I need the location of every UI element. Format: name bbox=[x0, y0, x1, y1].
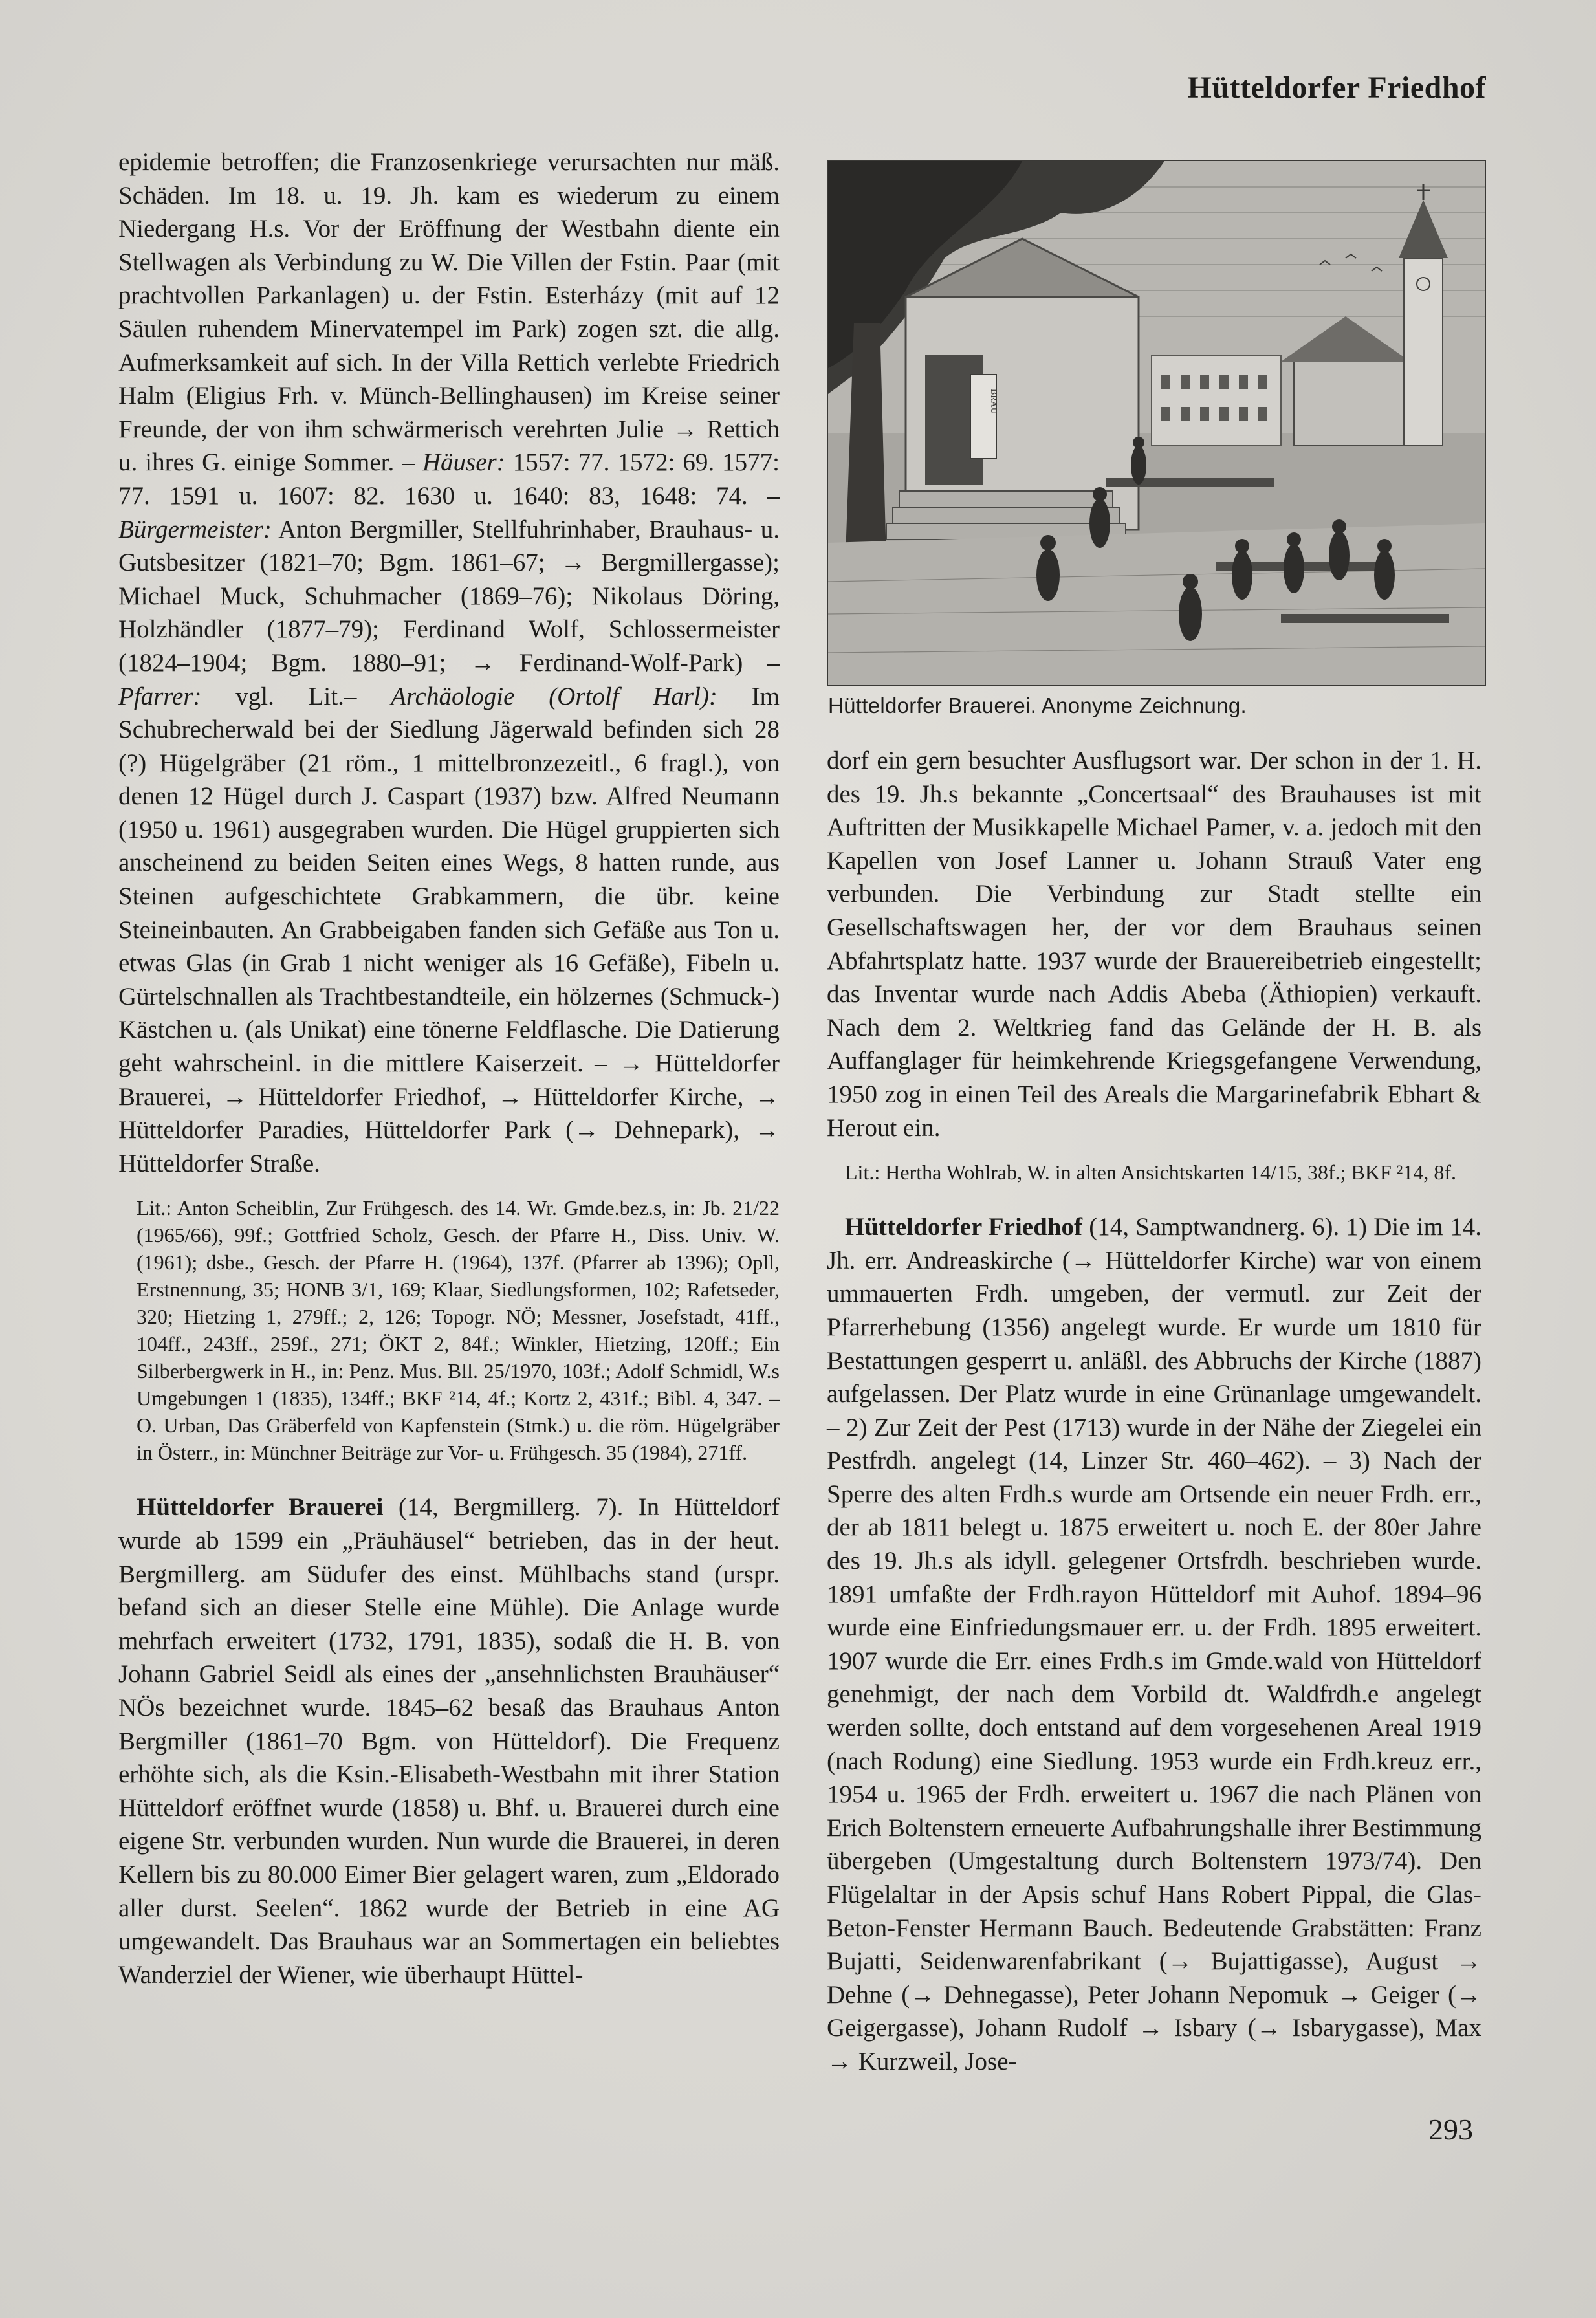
history-text: epidemie betroffen; die Franzosenkriege verursachten nur mäß. Schäden. Im 18. u. 19. Jh. kam es wiederum zu einem Niedergang H.s. Vor der Eröffnung der Westbahn diente ein Stellwagen als Verbindung zu W. Die Villen der Fstin. Paar (mit prachtvollen Parkanlagen) u. der Fstin. Esterházy (mit auf 12 Säulen ruhendem Minervatempel im Park) zogen szt. die allg. Aufmerksamkeit auf sich. In der Villa Rettich verlebte Friedrich Halm (Eligius Frh. v. Münch-Bellinghausen) im Kreise seiner Freunde, der von ihm schwärmerisch verehrten Julie → Rettich u. ihres G. einige Sommer. – bbox=[118, 148, 780, 477]
entry-huetteldorfer-friedhof bbox=[827, 1210, 1481, 2078]
figure-caption: Hütteldorfer Brauerei. Anonyme Zeichnung. bbox=[828, 694, 1247, 717]
pfarrer-label: Pfarrer: bbox=[118, 682, 202, 710]
left-column bbox=[118, 146, 780, 1991]
entry-text: (14, Bergmillerg. 7). In Hütteldorf wurde ab 1599 ein „Präuhäusel“ betrieben, das in der heut. Bergmillerg. am Südufer des einst. Mühlbachs stand (urspr. befand sich an dieser Stelle eine Mühle). Die Anlage wurde mehrfach erweitert (1732, 1791, 1835), sodaß die H. B. von Johann Gabriel Seidl als eines der „ansehnlichsten Brauhäuser“ NÖs bezeichnet wurde. 1845–62 besaß das Brauhaus Anton Bergmiller (1861–70 Bgm. von Hütteldorf). Die Frequenz erhöhte sich, als die Ksin.-Elisabeth-Westbahn mit ihrer Station Hütteldorf eröffnet wurde (1858) u. Bhf. u. Brauerei durch eine eigene Str. verbunden wurden. Nun wurde die Brauerei, in deren Kellern bis zu 80.000 Eimer Bier gelagert waren, zum „Eldorado aller durst. Seelen“. 1862 wurde der Betrieb in eine AG umgewandelt. Das Brauhaus war an Sommertagen ein beliebtes Wanderziel der Wiener, wie überhaupt Hüttel- bbox=[118, 1493, 780, 1989]
running-head: Hütteldorfer Friedhof bbox=[1187, 71, 1486, 105]
haeuser-text: 1557: 77. 1572: 69. 1577: 77. 1591 u. 1607: 82. 1630 u. 1640: 83, 1648: 74. – bbox=[118, 448, 780, 510]
entry-title: Hütteldorfer Brauerei bbox=[137, 1493, 384, 1522]
literature-note: Lit.: Anton Scheiblin, Zur Frühgesch. des 14. Wr. Gmde.bez.s, in: Jb. 21/22 (1965/66), 99f.; Gottfried Scholz, Gesch. der Pfarre H., Diss. Univ. W. (1961); dsbe., Gesch. der Pfarre H. (1964), 137f. (Pfarrer ab 1396); Opll, Erstnennung, 35; HONB 3/1, 169; Klaar, Siedlungsformen, 102; Rafetseder, 320; Hietzing 1, 279ff.; 2, 126; Topogr. NÖ; Messner, Josefstadt, 41ff., 104ff., 243ff., 259f., 271; ÖKT 2, 84f.; Winkler, Hietzing, 120ff.; Ein Silberbergwerk in H., in: Penz. Mus. Bll. 25/1970, 103f.; Adolf Schmidl, W.s Umgebungen 1 (1835), 134ff.; BKF ²14, 4f.; Kortz 2, 431f.; Bibl. 4, 347. – O. Urban, Das Gräberfeld von Kapfenstein (Stmk.) u. die röm. Hügelgräber in Österr., in: Münchner Beiträge zur Vor- u. Frühgesch. 35 (1984), 271ff. bbox=[137, 1196, 780, 1465]
haeuser-label: Häuser: bbox=[422, 448, 505, 477]
brewery-illustration bbox=[827, 160, 1486, 686]
paragraph-huetteldorf-history bbox=[118, 146, 780, 1180]
buergermeister-text: Anton Bergmiller, Stellfuhrinhaber, Brauhaus- u. Gutsbesitzer (1821–70; Bgm. 1861–67; → Bergmillergasse); Michael Muck, Schuhmacher (1869–76); Nikolaus Döring, Holzhändler (1877–79); Ferdinand Wolf, Schlossermeister (1824–1904; Bgm. 1880–91; → Ferdinand-Wolf-Park) – bbox=[118, 515, 780, 677]
brewery-drawing bbox=[828, 161, 1485, 685]
entry-huetteldorfer-brauerei bbox=[118, 1491, 780, 1991]
right-column bbox=[827, 744, 1481, 2079]
pfarrer-text: vgl. Lit.– bbox=[201, 682, 391, 710]
brauerei-continued: dorf ein gern besuchter Ausflugsort war. Der schon in der 1. H. des 19. Jh.s bekannte „Concertsaal“ des Brauhauses ist mit Auftritten der Musikkapelle Michael Pamer, v. a. jedoch mit den Kapellen von Josef Lanner u. Johann Strauß Vater eng verbunden. Die Verbindung zur Stadt stellte ein Gesellschaftswagen her, der vor dem Brauhaus seinen Abfahrtsplatz hatte. 1937 wurde der Brauereibetrieb eingestellt; das Inventar wurde nach Addis Abeba (Äthiopien) verkauft. Nach dem 2. Weltkrieg fand das Gelände der H. B. als Auffanglager für heimkehrende Kriegsgefangene Verwendung, 1950 zog in einen Teil des Areals die Margarinefabrik Ebhart & Herout ein. bbox=[827, 747, 1481, 1142]
literature-note-brauerei: Lit.: Hertha Wohlrab, W. in alten Ansichtskarten 14/15, 38f.; BKF ²14, 8f. bbox=[845, 1161, 1456, 1185]
entry-title: Hütteldorfer Friedhof bbox=[845, 1213, 1082, 1241]
brewery-sign: BRAU bbox=[989, 389, 998, 414]
entry-text: (14, Samptwandnerg. 6). 1) Die im 14. Jh. err. Andreaskirche (→ Hütteldorfer Kirche) war von einem ummauerten Frdh. umgeben, der vermutl. zur Zeit der Pfarrerhebung (1356) angelegt wurde. Er wurde um 1810 für Bestattungen gesperrt u. anläßl. des Abbruchs der Kirche (1887) aufgelassen. Der Platz wurde in eine Grünanlage umgewandelt. – 2) Zur Zeit der Pest (1713) wurde in der Nähe der Ziegelei ein Pestfrdh. angelegt (14, Linzer Str. 460–462). – 3) Nach der Sperre des alten Frdh.s wurde am Ortsende ein neuer Frdh. err., der ab 1811 belegt u. 1875 erweitert u. noch E. der 80er Jahre des 19. Jh.s als idyll. gelegener Ortsfrdh. beschrieben wurde. 1891 umfaßte der Frdh.rayon Hütteldorf mit Auhof. 1894–96 wurde eine Einfriedungsmauer err. u. der Frdh. 1895 erweitert. 1907 wurde die Err. eines Frdh.s im Gmde.wald von Hütteldorf genehmigt, der nach dem Vorbild dt. Waldfrdh.e angelegt werden sollte, doch entstand auf dem vorgesehenen Areal 1919 (nach Rodung) eine Siedlung. 1953 wurde ein Frdh.kreuz err., 1954 u. 1965 der Frdh. erweitert u. 1967 die nach Plänen von Erich Boltenstern erneuerte Aufbahrungshalle ihrer Bestimmung übergeben (Umgestaltung durch Boltenstern 1973/74). Den Flügelaltar in der Apsis schuf Hans Robert Pippal, die Glas-Beton-Fenster Hermann Bauch. Bedeutende Grabstätten: Franz Bujatti, Seidenwarenfabrikant (→ Bujattigasse), August → Dehne (→ Dehnegasse), Peter Johann Nepomuk → Geiger (→ Geigergasse), Johann Rudolf → Isbary (→ Isbarygasse), Max → Kurzweil, Jose- bbox=[827, 1213, 1481, 2075]
archaeologie-text: Im Schubrecherwald bei der Siedlung Jägerwald befinden sich 28 (?) Hügelgräber (21 röm., 1 mittelbronzezeitl., 6 fragl.), von denen 12 Hügel durch J. Caspart (1937) bzw. Alfred Neumann (1950 u. 1961) ausgegraben wurden. Die Hügel gruppierten sich anscheinend zu beiden Seiten eines Wegs, 8 hatten runde, aus Steinen aufgeschichtete Grabkammern, die übr. keine Steineinbauten. An Grabbeigaben fanden sich Gefäße aus Ton u. etwas Glas (in Grab 1 nicht weniger als 16 Gefäße), Fibeln u. Gürtelschnallen als Trachtbestandteile, ein hölzernes (Schmuck-) Kästchen u. (als Unikat) eine tönerne Feldflasche. Die Datierung geht wahrscheinl. in die mittlere Kaiserzeit. – → Hütteldorfer Brauerei, → Hütteldorfer Friedhof, → Hütteldorfer Kirche, → Hütteldorfer Paradies, Hütteldorfer Park (→ Dehnepark), → Hütteldorfer Straße. bbox=[118, 682, 780, 1177]
archaeologie-label: Archäologie (Ortolf Harl): bbox=[391, 682, 717, 710]
page-number: 293 bbox=[1428, 2113, 1473, 2146]
buergermeister-label: Bürgermeister: bbox=[118, 515, 272, 543]
